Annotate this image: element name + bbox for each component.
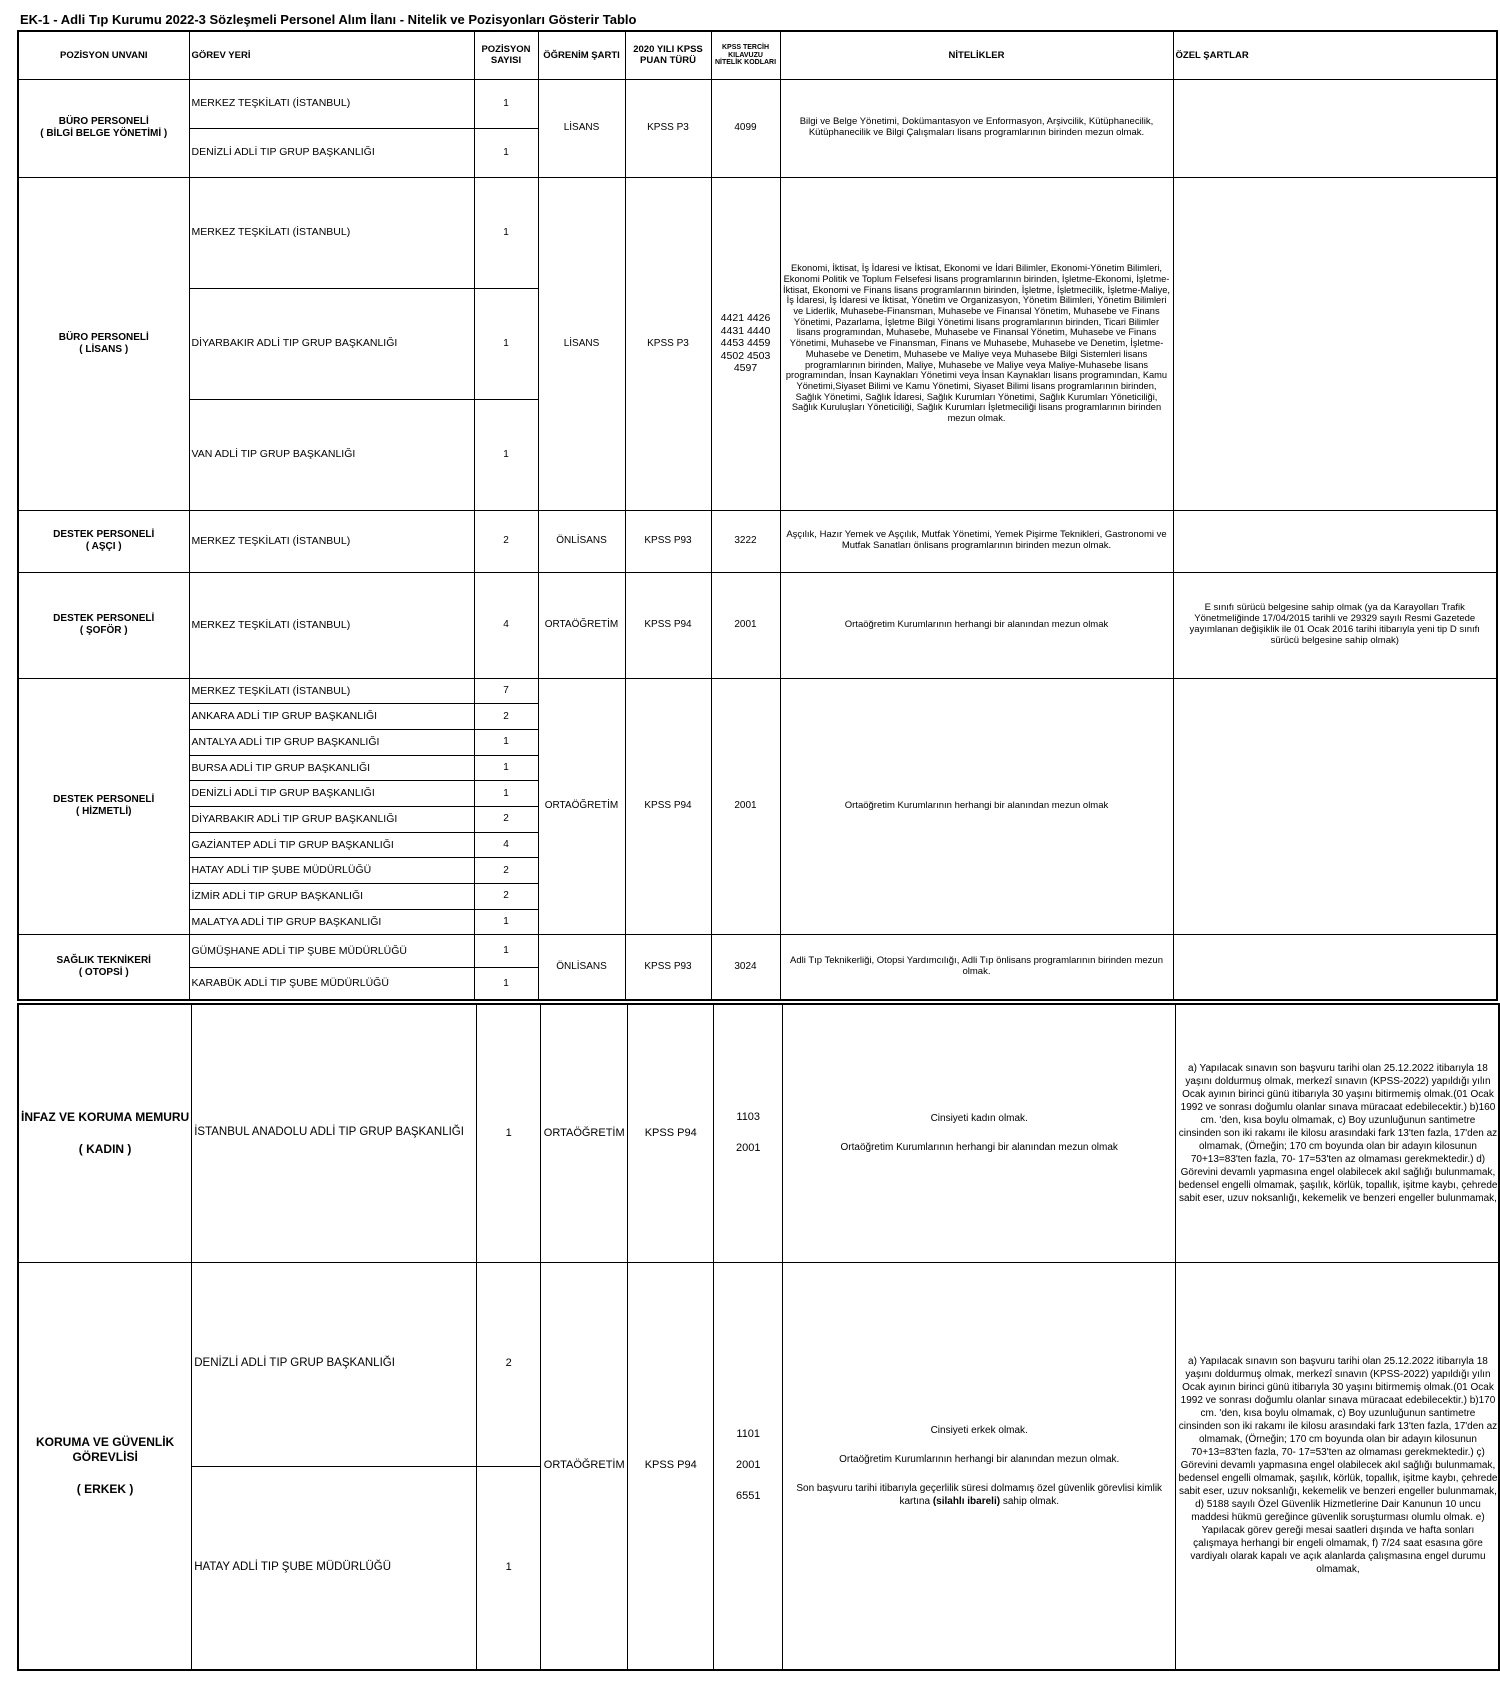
education-requirement: ORTAÖĞRETİM bbox=[541, 1262, 628, 1670]
qualifications: Cinsiyeti erkek olmak. Ortaöğretim Kurumlarının herhangi bir alanından mezun olmak. Son başvuru tarihi itibarıyla geçerlilik süresi dolmamış özel güvenlik görevlisi kimlik kartına (silahlı ibareli) sahip olmak. bbox=[783, 1262, 1176, 1670]
qualifications: Bilgi ve Belge Yönetimi, Dokümantasyon ve Enformasyon, Arşivcilik, Kütüphanecilik, Kütüphanecilik ve Bilgi Çalışmaları lisans programlarının birinden mezun olmak. bbox=[780, 79, 1173, 177]
qualification-code: 4099 bbox=[711, 79, 780, 177]
kpss-score-type: KPSS P3 bbox=[625, 79, 711, 177]
qualification-code: 4421 4426 4431 4440 4453 4459 4502 4503 4597 bbox=[711, 177, 780, 510]
duty-place: İSTANBUL ANADOLU ADLİ TIP GRUP BAŞKANLIĞI bbox=[192, 1004, 477, 1262]
position-title: SAĞLIK TEKNİKERİ ( OTOPSİ ) bbox=[18, 935, 189, 1000]
kpss-score-type: KPSS P94 bbox=[625, 678, 711, 935]
qualification-code: 2001 bbox=[711, 572, 780, 678]
position-title: DESTEK PERSONELİ ( AŞÇI ) bbox=[18, 510, 189, 572]
duty-place: HATAY ADLİ TIP ŞUBE MÜDÜRLÜĞÜ bbox=[189, 858, 474, 884]
position-count: 2 bbox=[474, 510, 538, 572]
position-count: 1 bbox=[474, 729, 538, 755]
position-count: 2 bbox=[477, 1262, 541, 1466]
qualifications: Cinsiyeti kadın olmak. Ortaöğretim Kurumlarının herhangi bir alanından mezun olmak bbox=[783, 1004, 1176, 1262]
header-kpss-kodlari: KPSS TERCİH KILAVUZU NİTELİK KODLARI bbox=[711, 31, 780, 79]
duty-place: MERKEZ TEŞKİLATI (İSTANBUL) bbox=[189, 572, 474, 678]
position-count: 2 bbox=[474, 806, 538, 832]
kpss-score-type: KPSS P94 bbox=[628, 1004, 714, 1262]
duty-place: VAN ADLİ TIP GRUP BAŞKANLIĞI bbox=[189, 399, 474, 510]
special-conditions bbox=[1173, 510, 1497, 572]
position-count: 2 bbox=[474, 884, 538, 910]
qualifications: Adli Tıp Teknikerliği, Otopsi Yardımcılığı, Adli Tıp önlisans programlarının birinden mezun olmak. bbox=[780, 935, 1173, 1000]
duty-place: DİYARBAKIR ADLİ TIP GRUP BAŞKANLIĞI bbox=[189, 288, 474, 399]
position-title: KORUMA VE GÜVENLİK GÖREVLİSİ ( ERKEK ) bbox=[18, 1262, 192, 1670]
header-pozisyon-unvani: POZİSYON UNVANI bbox=[18, 31, 189, 79]
special-conditions bbox=[1173, 177, 1497, 510]
special-conditions: a) Yapılacak sınavın son başvuru tarihi olan 25.12.2022 itibarıyla 18 yaşını doldurmuş olmak, merkezî sınavın (KPSS-2022) yapıldığı yılın Ocak ayının birinci günü itibarıyla 30 yaşını bitirmemiş olmak.(01 Ocak 1992 ve sonrası doğumlu olanlar sınava müracaat edebilecektir.) b)160 cm. 'den, kısa boylu olmamak, c) Boy uzunluğunun santimetre cinsinden son iki rakamı ile kilosu arasındaki fark 13'ten fazla, 17'den az olmamak, (Örneğin; 170 cm boyunda olan bir adayın kilosunun 70+13=83'ten fazla, 70- 17=53'ten az olmaması gerekmektedir.) d) Görevini devamlı yapmasına engel olabilecek akıl sağlığı bulunmamak, bedensel engelli olmamak, şaşılık, körlük, topallık, işitme kaybı, çehrede sabit eser, uzuv noksanlığı, kekemelik ve benzeri engeller bulunmamak, bbox=[1176, 1004, 1499, 1262]
qualifications: Aşçılık, Hazır Yemek ve Aşçılık, Mutfak Yönetimi, Yemek Pişirme Teknikleri, Gastronomi ve Mutfak Sanatları önlisans programlarının birinden mezun olmak. bbox=[780, 510, 1173, 572]
qualification-code: 2001 bbox=[711, 678, 780, 935]
education-requirement: ORTAÖĞRETİM bbox=[538, 678, 625, 935]
duty-place: GAZİANTEP ADLİ TIP GRUP BAŞKANLIĞI bbox=[189, 832, 474, 858]
education-requirement: ORTAÖĞRETİM bbox=[538, 572, 625, 678]
header-row bbox=[18, 31, 1497, 79]
position-count: 2 bbox=[474, 704, 538, 730]
duty-place: ANKARA ADLİ TIP GRUP BAŞKANLIĞI bbox=[189, 704, 474, 730]
table-row bbox=[18, 1262, 1499, 1466]
table-row bbox=[18, 678, 1497, 704]
qualification-code: 1103 2001 bbox=[714, 1004, 783, 1262]
qualification-code: 1101 2001 6551 bbox=[714, 1262, 783, 1670]
duty-place: KARABÜK ADLİ TIP ŞUBE MÜDÜRLÜĞÜ bbox=[189, 968, 474, 1000]
special-conditions bbox=[1173, 79, 1497, 177]
header-gorev-yeri: GÖREV YERİ bbox=[189, 31, 474, 79]
duty-place: BURSA ADLİ TIP GRUP BAŞKANLIĞI bbox=[189, 755, 474, 781]
education-requirement: LİSANS bbox=[538, 79, 625, 177]
kpss-score-type: KPSS P93 bbox=[625, 510, 711, 572]
table-row bbox=[18, 177, 1497, 288]
duty-place: HATAY ADLİ TIP ŞUBE MÜDÜRLÜĞÜ bbox=[192, 1466, 477, 1670]
positions-table bbox=[17, 30, 1498, 1001]
header-ogrenim-sarti: ÖĞRENİM ŞARTI bbox=[538, 31, 625, 79]
table-row bbox=[18, 79, 1497, 128]
duty-place: GÜMÜŞHANE ADLİ TIP ŞUBE MÜDÜRLÜĞÜ bbox=[189, 935, 474, 968]
position-count: 4 bbox=[474, 572, 538, 678]
position-title: DESTEK PERSONELİ ( HİZMETLİ) bbox=[18, 678, 189, 935]
duty-place: İZMİR ADLİ TIP GRUP BAŞKANLIĞI bbox=[189, 884, 474, 910]
qualifications: Ortaöğretim Kurumlarının herhangi bir alanından mezun olmak bbox=[780, 572, 1173, 678]
position-count: 7 bbox=[474, 678, 538, 704]
position-count: 1 bbox=[474, 177, 538, 288]
table-row bbox=[18, 935, 1497, 968]
duty-place: DENİZLİ ADLİ TIP GRUP BAŞKANLIĞI bbox=[192, 1262, 477, 1466]
qualification-code: 3024 bbox=[711, 935, 780, 1000]
position-title: BÜRO PERSONELİ ( LİSANS ) bbox=[18, 177, 189, 510]
special-conditions: a) Yapılacak sınavın son başvuru tarihi olan 25.12.2022 itibarıyla 18 yaşını doldurmuş olmak, merkezî sınavın (KPSS-2022) yapıldığı yılın Ocak ayının birinci günü itibarıyla 30 yaşını bitirmemiş olmak.(01 Ocak 1992 ve sonrası doğumlu olanlar sınava müracaat edebilecektir.) b)170 cm. 'den, kısa boylu olmamak, c) Boy uzunluğunun santimetre cinsinden son iki rakamı ile kilosu arasındaki fark 13'ten fazla, 17'den az olmamak, (Örneğin; 170 cm boyunda olan bir adayın kilosunun 70+13=83'ten fazla, 70- 17=53'ten az olmaması gerekmektedir.) ç) Görevini devamlı yapmasına engel olabilecek akıl sağlığı bulunmamak, bedensel engelli olmamak, şaşılık, körlük, topallık, işitme kaybı, çehrede sabit eser, uzuv noksanlığı, kekemelik ve benzeri engeller bulunmamak, d) 5188 sayılı Özel Güvenlik Hizmetlerine Dair Kanunun 10 uncu maddesi hükmü gereğince güvenlik soruşturması olumlu olmak. e) Yapılacak görev gereği mesai saatleri dışında ve hafta sonları çalışmaya herhangi bir engeli olmamak, f) 7/24 saat esasına göre vardiyalı olarak kapalı ve açık alanlarda çalışmasına engel durumu olmamak, bbox=[1176, 1262, 1499, 1670]
page-title: EK-1 - Adli Tıp Kurumu 2022-3 Sözleşmeli Personel Alım İlanı - Nitelik ve Pozisyonları Gösterir Tablo bbox=[20, 12, 637, 27]
position-count: 1 bbox=[474, 968, 538, 1000]
position-count: 1 bbox=[474, 909, 538, 935]
header-ozel-sartlar: ÖZEL ŞARTLAR bbox=[1173, 31, 1497, 79]
position-count: 1 bbox=[474, 288, 538, 399]
education-requirement: ÖNLİSANS bbox=[538, 935, 625, 1000]
position-title: DESTEK PERSONELİ ( ŞOFÖR ) bbox=[18, 572, 189, 678]
position-title: İNFAZ VE KORUMA MEMURU ( KADIN ) bbox=[18, 1004, 192, 1262]
education-requirement: ÖNLİSANS bbox=[538, 510, 625, 572]
position-count: 2 bbox=[474, 858, 538, 884]
position-count: 1 bbox=[474, 79, 538, 128]
position-count: 1 bbox=[474, 128, 538, 177]
duty-place: ANTALYA ADLİ TIP GRUP BAŞKANLIĞI bbox=[189, 729, 474, 755]
duty-place: MERKEZ TEŞKİLATI (İSTANBUL) bbox=[189, 177, 474, 288]
position-count: 1 bbox=[474, 935, 538, 968]
table-row bbox=[18, 572, 1497, 678]
position-count: 4 bbox=[474, 832, 538, 858]
table-row bbox=[18, 1004, 1499, 1262]
header-pozisyon-sayisi: POZİSYON SAYISI bbox=[474, 31, 538, 79]
duty-place: MERKEZ TEŞKİLATI (İSTANBUL) bbox=[189, 79, 474, 128]
table-row bbox=[18, 510, 1497, 572]
special-conditions bbox=[1173, 935, 1497, 1000]
position-count: 1 bbox=[474, 781, 538, 807]
position-count: 1 bbox=[474, 399, 538, 510]
duty-place: DENİZLİ ADLİ TIP GRUP BAŞKANLIĞI bbox=[189, 128, 474, 177]
qualification-code: 3222 bbox=[711, 510, 780, 572]
duty-place: DİYARBAKIR ADLİ TIP GRUP BAŞKANLIĞI bbox=[189, 806, 474, 832]
kpss-score-type: KPSS P93 bbox=[625, 935, 711, 1000]
duty-place: MALATYA ADLİ TIP GRUP BAŞKANLIĞI bbox=[189, 909, 474, 935]
kpss-score-type: KPSS P94 bbox=[628, 1262, 714, 1670]
education-requirement: LİSANS bbox=[538, 177, 625, 510]
security-positions-table bbox=[17, 1003, 1500, 1671]
duty-place: MERKEZ TEŞKİLATI (İSTANBUL) bbox=[189, 510, 474, 572]
position-count: 1 bbox=[477, 1466, 541, 1670]
kpss-score-type: KPSS P94 bbox=[625, 572, 711, 678]
header-kpss-puan-turu: 2020 YILI KPSS PUAN TÜRÜ bbox=[625, 31, 711, 79]
position-title: BÜRO PERSONELİ ( BİLGİ BELGE YÖNETİMİ ) bbox=[18, 79, 189, 177]
special-conditions bbox=[1173, 678, 1497, 935]
kpss-score-type: KPSS P3 bbox=[625, 177, 711, 510]
special-conditions: E sınıfı sürücü belgesine sahip olmak (ya da Karayolları Trafik Yönetmeliğinde 17/04/2015 tarihli ve 29329 sayılı Resmi Gazetede yayımlanan değişiklik ile 01 Ocak 2016 tarihi itibarıyla yeni tip D sınıfı sürücü belgesine sahip olmak) bbox=[1173, 572, 1497, 678]
header-nitelikler: NİTELİKLER bbox=[780, 31, 1173, 79]
position-count: 1 bbox=[474, 755, 538, 781]
duty-place: DENİZLİ ADLİ TIP GRUP BAŞKANLIĞI bbox=[189, 781, 474, 807]
qualifications: Ortaöğretim Kurumlarının herhangi bir alanından mezun olmak bbox=[780, 678, 1173, 935]
qualifications: Ekonomi, İktisat, İş İdaresi ve İktisat, Ekonomi ve İdari Bilimler, Ekonomi-Yönetim Bilimleri, Ekonomi Politik ve Toplum Felsefesi lisans programlarının birinden, İşletme-Ekonomi, İşletme-İktisat, Ekonomi ve Finans lisans programlarının birinden, İşletme, İşletmecilik, İşletme-Maliye, İş İdaresi, İş İdaresi ve İktisat, Yönetim ve Organizasyon, Yönetim Bilimleri, Yönetim Bilimleri ve Liderlik, Muhasebe-Finansman, Muhasebe ve Finansal Yönetim, Muhasebe ve Finans Yönetimi, Pazarlama, İşletme Bilgi Yönetimi lisans programlarının birinden, Ticari Bilimler lisans programından, Muhasebe, Muhasebe ve Finansal Yönetim, Muhasebe ve Finans Yönetimi, Muhasebe ve Finansman, Finans ve Muhasebe, Muhasebe ve Denetim, İşletme-Muhasebe ve Denetim, Muhasebe ve Maliye veya Muhasebe Bilgi Sistemleri lisans programlarının birinden, Maliye, Muhasebe ve Maliye veya Maliye-Muhasebe lisans programından, İnsan Kaynakları Yönetimi veya İnsan Kaynakları lisans programından, Kamu Yönetimi,Siyaset Bilimi ve Kamu Yönetimi, Siyaset Bilimi lisans programlarının birinden, Sağlık Yönetimi, Sağlık İdaresi, Sağlık Kurumları Yönetimi, Sağlık Kurumları Yöneticiliği, Sağlık Kuruluşları Yöneticiliği, Sağlık Kurumları İşletmeciliği lisans programlarının birinden mezun olmak. bbox=[780, 177, 1173, 510]
position-count: 1 bbox=[477, 1004, 541, 1262]
duty-place: MERKEZ TEŞKİLATI (İSTANBUL) bbox=[189, 678, 474, 704]
education-requirement: ORTAÖĞRETİM bbox=[541, 1004, 628, 1262]
